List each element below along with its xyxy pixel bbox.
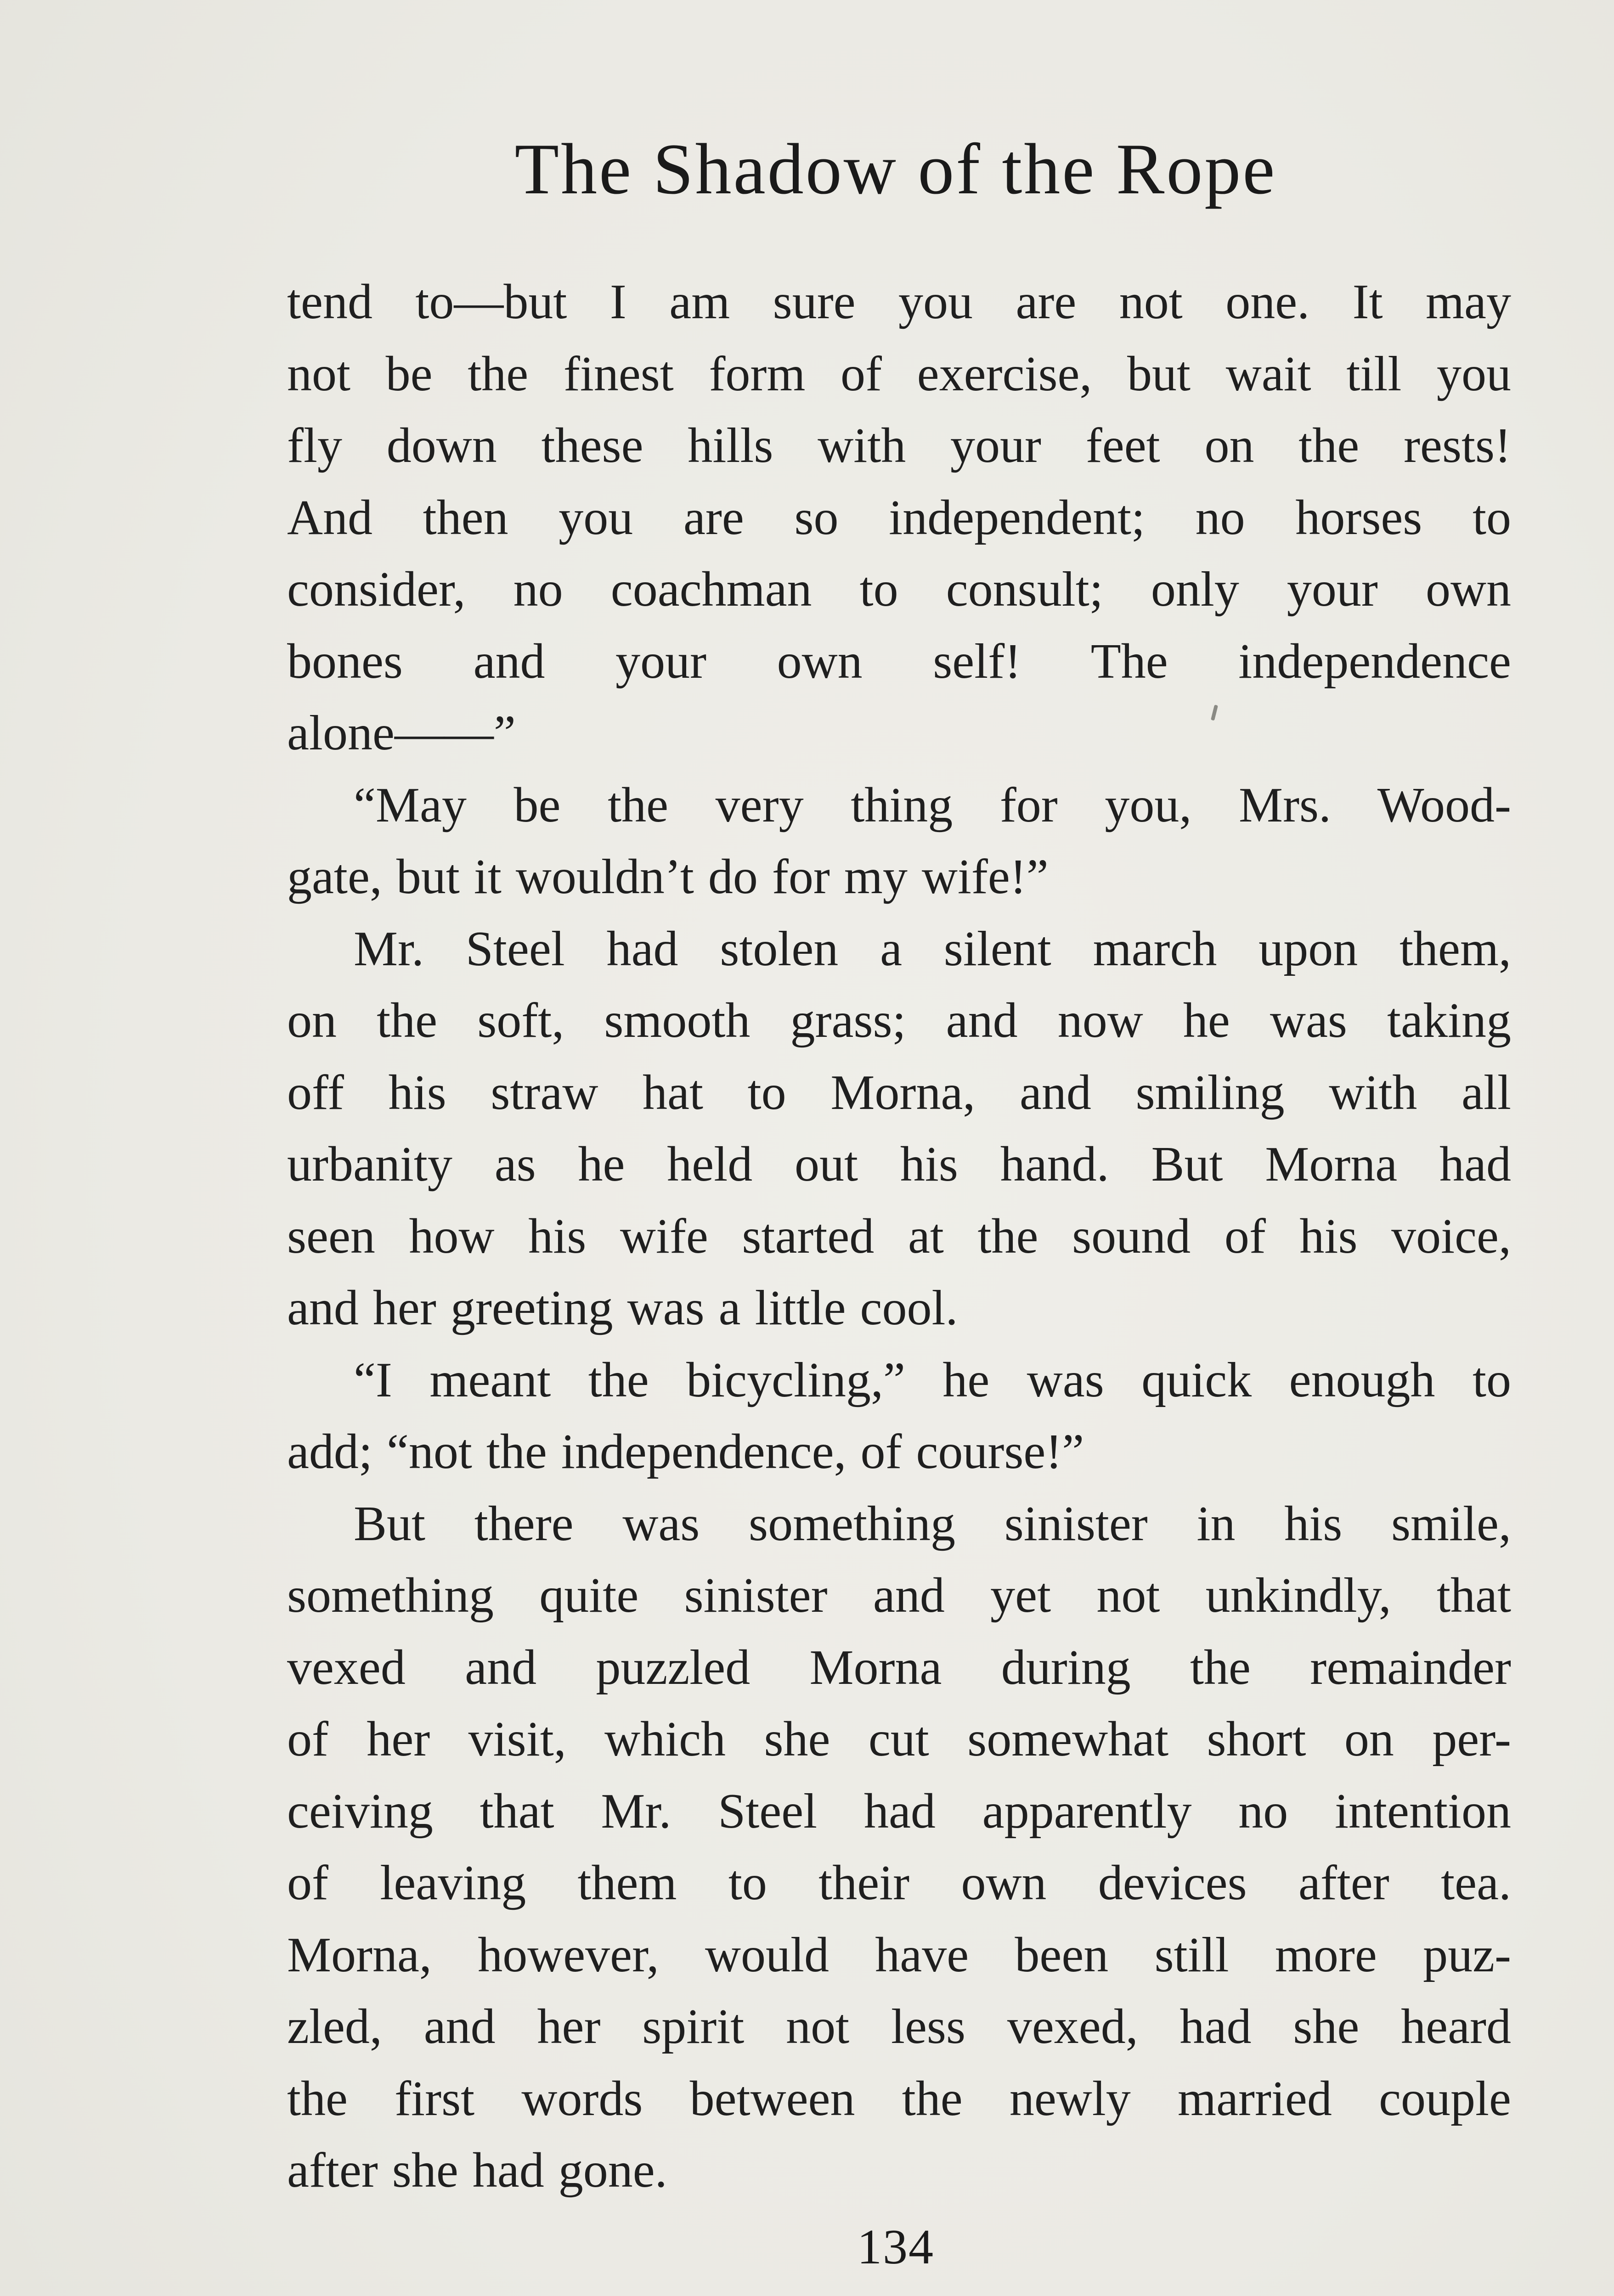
text-line: add; “not the independence, of course!” <box>287 1424 1084 1479</box>
text-line: “I meant the bicycling,” he was quick enough to <box>354 1352 1511 1407</box>
text-line: And then you are so independent; no horses to <box>287 490 1511 545</box>
text-line: But there was something sinister in his smile, <box>354 1496 1511 1551</box>
body-text <box>287 266 1511 2207</box>
running-head: The Shadow of the Rope <box>514 129 1277 209</box>
text-line: “May be the very thing for you, Mrs. Wood- <box>354 777 1511 833</box>
text-line: consider, no coachman to consult; only your own <box>287 562 1511 617</box>
text-line: and her greeting was a little cool. <box>287 1281 958 1335</box>
page-number: 134 <box>857 2220 934 2274</box>
text-line: gate, but it wouldn’t do for my wife!” <box>287 850 1049 904</box>
text-line: fly down these hills with your feet on the rests! <box>287 418 1511 473</box>
text-line: Mr. Steel had stolen a silent march upon them, <box>354 921 1511 976</box>
text-line: alone——” <box>287 706 516 760</box>
text-line: seen how his wife started at the sound of his voice, <box>287 1209 1511 1264</box>
text-line: vexed and puzzled Morna during the remainder <box>287 1640 1511 1695</box>
text-line: urbanity as he held out his hand. But Morna had <box>287 1137 1511 1192</box>
text-line: tend to—but I am sure you are not one. It may <box>287 275 1511 329</box>
text-line: something quite sinister and yet not unkindly, that <box>287 1568 1511 1623</box>
text-line: on the soft, smooth grass; and now he was taking <box>287 993 1511 1048</box>
text-line: zled, and her spirit not less vexed, had she heard <box>287 1999 1511 2054</box>
text-line: of leaving them to their own devices after tea. <box>287 1856 1511 1910</box>
text-line: not be the finest form of exercise, but wait till you <box>287 346 1511 401</box>
text-line: after she had gone. <box>287 2143 667 2198</box>
text-line: of her visit, which she cut somewhat short on per- <box>287 1712 1511 1767</box>
text-line: off his straw hat to Morna, and smiling with all <box>287 1065 1511 1120</box>
text-line: ceiving that Mr. Steel had apparently no intention <box>287 1784 1511 1839</box>
text-line: the first words between the newly married couple <box>287 2071 1511 2126</box>
text-line: bones and your own self! The independence <box>287 634 1511 689</box>
text-line: Morna, however, would have been still more puz- <box>287 1927 1511 1982</box>
